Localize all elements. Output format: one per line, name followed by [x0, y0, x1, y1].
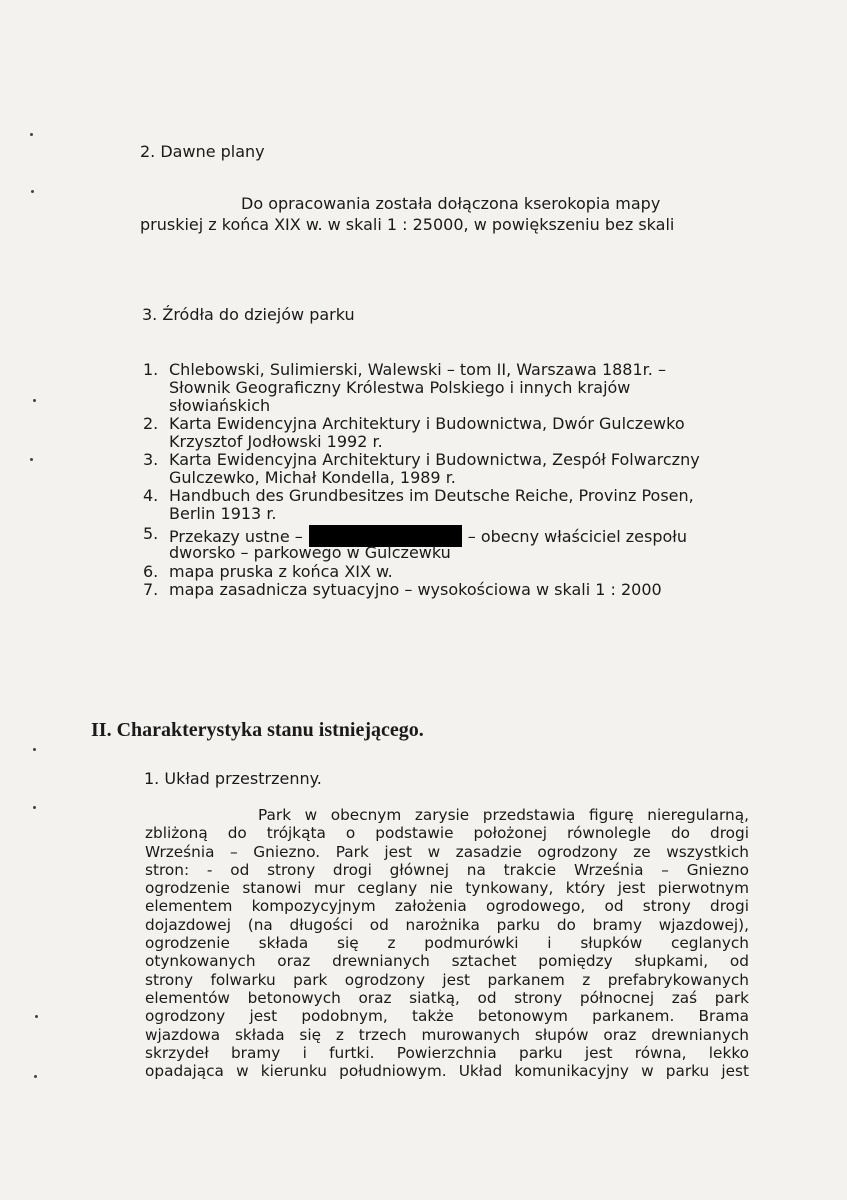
item-text: Gulczewko, Michał Kondella, 1989 r. [169, 468, 456, 487]
paragraph-line: elementem kompozycyjnym założenia ogrodowego, od strony drogi [145, 897, 749, 916]
paragraph-line: zbliżoną do trójkąta o podstawie położonej równolegle do drogi [145, 824, 749, 843]
section-heading-sources: 3. Źródła do dziejów parku [142, 305, 355, 324]
paragraph-line: stron: - od strony drogi głównej na trakcie Września – Gniezno [145, 860, 749, 879]
item-text: Berlin 1913 r. [169, 504, 277, 523]
item-text: – obecny właściciel zespołu [467, 527, 687, 546]
paragraph-line: skrzydeł bramy i furtki. Powierzchnia parku jest równa, lekko [145, 1043, 749, 1062]
item-text: mapa zasadnicza sytuacyjno – wysokościowa w skali 1 : 2000 [169, 580, 662, 599]
paragraph-line: dojazdowej (na długości od narożnika parku do bramy wjazdowej), [145, 915, 749, 934]
item-number: 7. [143, 580, 159, 599]
item-text: Krzysztof Jodłowski 1992 r. [169, 432, 383, 451]
scan-dot [33, 806, 36, 809]
body-paragraph [145, 806, 749, 1080]
item-number: 1. [143, 360, 159, 379]
item-number: 5. [143, 524, 159, 543]
scan-dot [30, 133, 33, 136]
scan-dot [31, 190, 34, 193]
chapter-heading: II. Charakterystyka stanu istniejącego. [91, 719, 424, 741]
paragraph-line: Park w obecnym zarysie przedstawia figurę nieregularną, [258, 806, 749, 824]
scan-dot [33, 748, 36, 751]
item-text: dworsko – parkowego w Gulczewku [169, 543, 451, 562]
paragraph-line: pruskiej z końca XIX w. w skali 1 : 25000, w powiększeniu bez skali [140, 215, 675, 234]
paragraph-line: opadająca w kierunku południowym. Układ komunikacyjny w parku jest [145, 1062, 749, 1081]
item-number: 2. [143, 414, 159, 433]
subsection-heading: 1. Układ przestrzenny. [144, 769, 322, 788]
paragraph-line: Września – Gniezno. Park jest w zasadzie ogrodzony ze wszystkich [145, 842, 749, 861]
item-text: Karta Ewidencyjna Architektury i Budownictwa, Dwór Gulczewko [169, 414, 685, 433]
paragraph-line: ogrodzony jest podobnym, także betonowym parkanem. Brama [145, 1007, 749, 1026]
item-number: 4. [143, 486, 159, 505]
item-number: 3. [143, 450, 159, 469]
paragraph-line: otynkowanych oraz drewnianych sztachet pomiędzy słupkami, od [145, 952, 749, 971]
paragraph-line: strony folwarku park ogrodzony jest parkanem z prefabrykowanych [145, 970, 749, 989]
scan-dot [30, 458, 33, 461]
item-text: mapa pruska z końca XIX w. [169, 562, 393, 581]
item-text: Chlebowski, Sulimierski, Walewski – tom II, Warszawa 1881r. – [169, 360, 666, 379]
scan-dot [33, 399, 36, 402]
item-text: Karta Ewidencyjna Architektury i Budownictwa, Zespół Folwarczny [169, 450, 700, 469]
paragraph-line: Do opracowania została dołączona kserokopia mapy [241, 194, 661, 213]
item-text: Handbuch des Grundbesitzes im Deutsche Reiche, Provinz Posen, [169, 486, 694, 505]
item-text: Słownik Geograficzny Królestwa Polskiego i innych krajów [169, 378, 631, 397]
scan-dot [34, 1075, 37, 1078]
paragraph-line: ogrodzenie składa się z podmurówki i słupków ceglanych [145, 934, 749, 953]
item-text: słowiańskich [169, 396, 271, 415]
item-text: Przekazy ustne – [169, 527, 303, 546]
paragraph-line: ogrodzenie stanowi mur ceglany nie tynkowany, który jest pierwotnym [145, 879, 749, 898]
section-heading-old-plans: 2. Dawne plany [140, 142, 265, 161]
scan-dot [35, 1015, 38, 1018]
item-number: 6. [143, 562, 159, 581]
paragraph-line: elementów betonowych oraz siatką, od strony północnej zaś park [145, 988, 749, 1007]
paragraph-line: wjazdowa składa się z trzech murowanych słupów oraz drewnianych [145, 1025, 749, 1044]
